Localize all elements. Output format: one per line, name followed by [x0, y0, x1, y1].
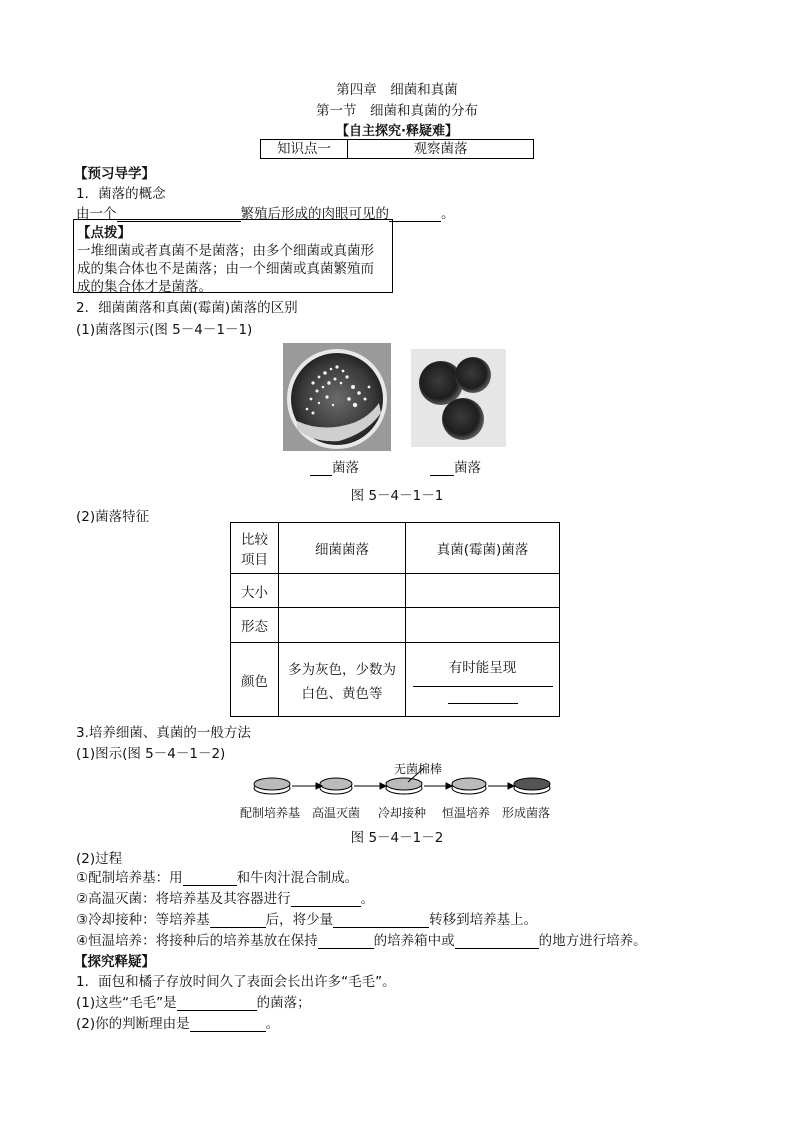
- kp-title: 观察菌落: [413, 141, 468, 157]
- blank-q1b[interactable]: [190, 1017, 266, 1032]
- figure-2-label: 图 5－4－1－2: [350, 830, 444, 846]
- tip-title: 【点拨】: [77, 225, 131, 241]
- banner: 【自主探究·释疑难】: [336, 124, 458, 139]
- blank-2[interactable]: [389, 207, 441, 222]
- cell-shape-bacteria[interactable]: [279, 608, 406, 643]
- blank-colony-left[interactable]: [310, 461, 332, 476]
- cell-size-bacteria[interactable]: [279, 574, 406, 608]
- q2-title: 2．细菌菌落和真菌(霉菌)菌落的区别: [76, 300, 298, 316]
- table-header-item: 比较 项目: [231, 523, 279, 574]
- table-header-bacteria: 细菌菌落: [279, 523, 406, 574]
- q1-text: 由一个 繁殖后形成的肉眼可见的 。: [76, 206, 455, 222]
- cell-size-fungus[interactable]: [406, 574, 560, 608]
- knowledge-point-box: [260, 139, 534, 159]
- tip-line-1: 一堆细菌或者真菌不是菌落；由多个细菌或真菌形: [77, 243, 374, 259]
- fungus-colony-photo: [411, 349, 506, 447]
- blank-q1a[interactable]: [177, 996, 257, 1011]
- explore-heading: 【探究释疑】: [74, 954, 155, 970]
- flow-step-3: 冷却接种: [378, 806, 427, 820]
- flow-step-4: 恒温培养: [442, 806, 491, 820]
- table-row-shape: 形态: [231, 608, 279, 643]
- q3-sub1: (1)图示(图 5－4－1－2): [76, 746, 226, 762]
- colony-feature-table: [230, 522, 560, 717]
- tip-line-2: 成的集合体也不是菌落；由一个细菌或真菌繁殖而: [77, 261, 374, 277]
- explore-q1b: (2)你的判断理由是 。: [76, 1016, 280, 1032]
- blank-p2[interactable]: [291, 892, 361, 907]
- explore-q1a: (1)这些“毛毛”是 的菌落；: [76, 995, 311, 1011]
- q2-sub2: (2)菌落特征: [76, 509, 150, 525]
- blank-color-2[interactable]: [448, 703, 518, 704]
- table-header-fungus: 真菌(霉菌)菌落: [406, 523, 560, 574]
- blank-p4b[interactable]: [455, 934, 539, 949]
- culture-flow-diagram: [236, 758, 566, 820]
- blank-colony-right[interactable]: [430, 461, 454, 476]
- blank-p1[interactable]: [183, 871, 237, 886]
- flow-step-1: 配制培养基: [240, 806, 301, 820]
- chapter-title: 第四章 细菌和真菌: [336, 82, 458, 98]
- table-row-color: 颜色: [231, 643, 279, 717]
- cell-color-bacteria: 多为灰色，少数为 白色、黄色等: [279, 643, 406, 717]
- q2-sub1: (1)菌落图示(图 5－4－1－1): [76, 322, 253, 338]
- q3-title: 3.培养细菌、真菌的一般方法: [76, 725, 251, 741]
- blank-p3b[interactable]: [333, 913, 429, 928]
- flow-step-2: 高温灭菌: [312, 806, 361, 820]
- process-4: ④恒温培养：将接种后的培养基放在保持 的培养箱中或 的地方进行培养。: [76, 933, 647, 949]
- preview-heading: 【预习导学】: [74, 166, 155, 182]
- caption-right: 菌落: [430, 456, 481, 476]
- caption-left: 菌落: [310, 456, 359, 476]
- q3-sub2: (2)过程: [76, 851, 123, 867]
- cell-color-fungus: 有时能呈现: [406, 643, 560, 717]
- flow-note: 无菌棉棒: [394, 762, 443, 776]
- figure-1-label: 图 5－4－1－1: [350, 488, 444, 504]
- process-3: ③冷却接种：等培养基 后，将少量 转移到培养基上。: [76, 912, 538, 928]
- tip-line-3: 成的集合体才是菌落。: [77, 279, 212, 295]
- explore-q1: 1．面包和橘子存放时间久了表面会长出许多“毛毛”。: [76, 974, 396, 990]
- bacteria-colony-photo: [283, 343, 391, 451]
- blank-color-1[interactable]: [413, 686, 553, 687]
- cell-shape-fungus[interactable]: [406, 608, 560, 643]
- blank-p4a[interactable]: [318, 934, 374, 949]
- blank-p3a[interactable]: [210, 913, 266, 928]
- section-title: 第一节 细菌和真菌的分布: [316, 103, 478, 119]
- table-row-size: 大小: [231, 574, 279, 608]
- process-1: ①配制培养基：用 和牛肉汁混合制成。: [76, 870, 359, 886]
- tip-box: [73, 219, 393, 293]
- flow-step-5: 形成菌落: [502, 806, 551, 820]
- process-2: ②高温灭菌：将培养基及其容器进行 。: [76, 891, 375, 907]
- kp-label: 知识点一: [261, 140, 348, 158]
- q1-title: 1．菌落的概念: [76, 186, 166, 202]
